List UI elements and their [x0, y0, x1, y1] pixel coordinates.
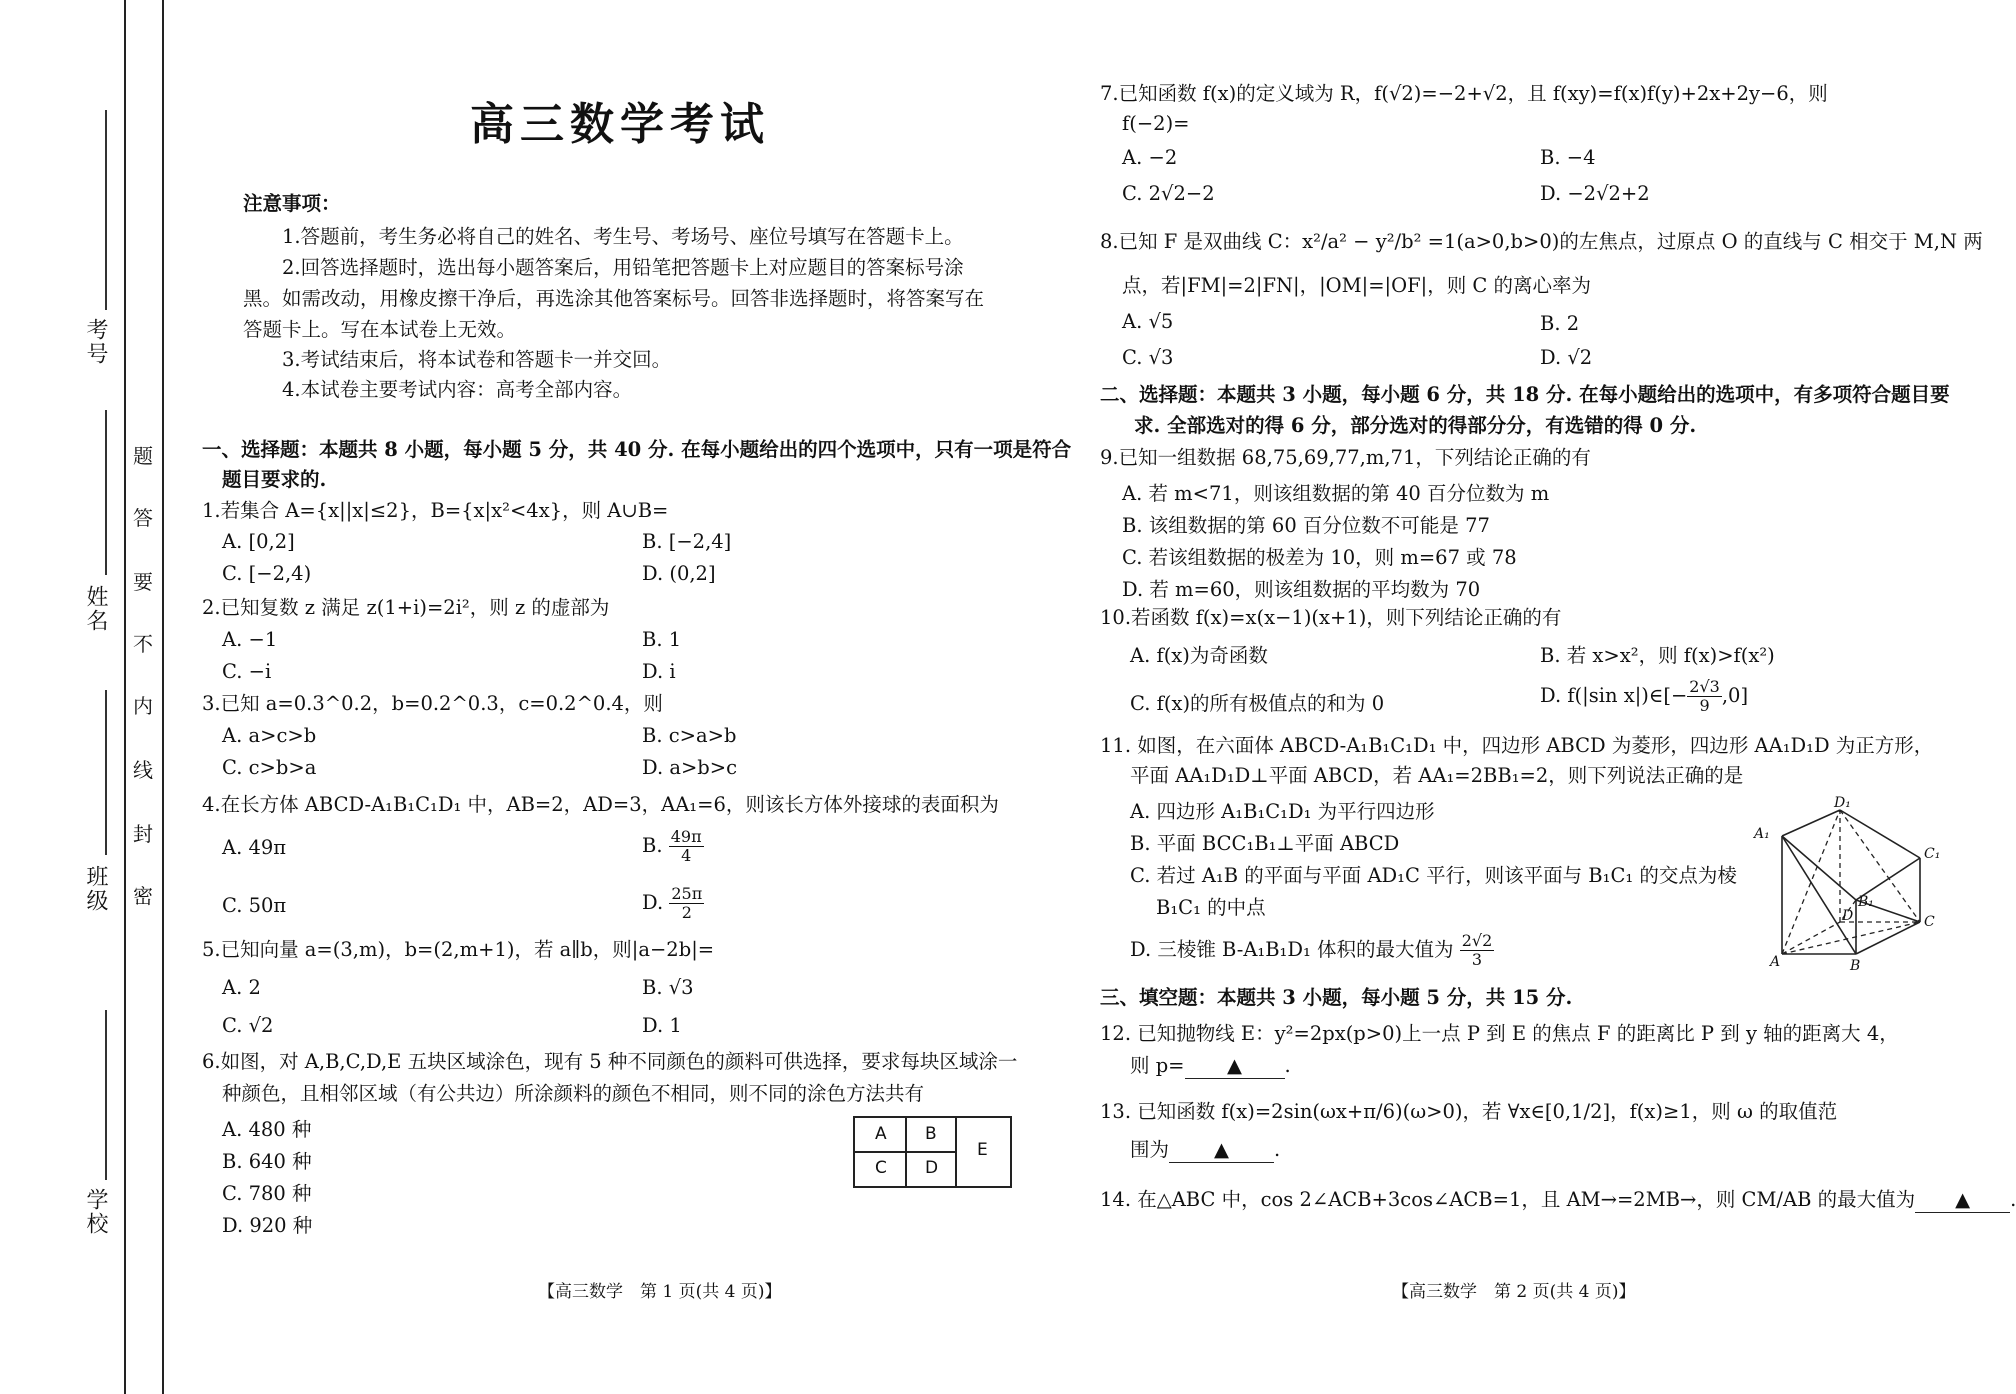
notice-line: 答题卡上。写在本试卷上无效。: [243, 318, 517, 341]
q2-option-d: D. i: [642, 660, 676, 683]
notice-line: 1.答题前，考生务必将自己的姓名、考生号、考场号、座位号填写在答题卡上。: [282, 225, 964, 248]
edge-A1-B1: [1782, 836, 1856, 900]
margin-line-inner: [162, 0, 164, 1394]
section2-heading-cont: 求. 全部选对的得 6 分，部分选对的得部分分，有选错的得 0 分.: [1134, 414, 1697, 437]
q11-option-a: A. 四边形 A₁B₁C₁D₁ 为平行四边形: [1130, 800, 1435, 823]
q9-option-b: B. 该组数据的第 60 百分位数不可能是 77: [1122, 514, 1490, 537]
edge-A-D: [1782, 922, 1840, 954]
school-line: [105, 1010, 107, 1180]
triangle-icon: ▲: [1214, 1138, 1230, 1161]
q9-stem: 9.已知一组数据 68,75,69,77,m,71，下列结论正确的有: [1100, 446, 1591, 469]
q11-option-d-prefix: D. 三棱锥 B-A₁B₁D₁ 体积的最大值为: [1130, 938, 1454, 961]
q10-option-d-prefix: D. f(|sin x|)∈[−: [1540, 684, 1688, 707]
edge-A-C: [1782, 922, 1920, 954]
section1-heading-cont: 题目要求的.: [222, 468, 327, 491]
q11-option-c: C. 若过 A₁B 的平面与平面 AD₁C 平行，则该平面与 B₁C₁ 的交点为棱: [1130, 864, 1737, 887]
page-title: 高三数学考试: [470, 99, 770, 150]
section2-heading: 二、选择题：本题共 3 小题，每小题 6 分，共 18 分. 在每小题给出的选项中，有多项符合题目要: [1100, 383, 1950, 406]
region-c-label: C: [875, 1158, 887, 1178]
vertex-label-a1: A₁: [1754, 826, 1770, 842]
q1-option-c: C. [−2,4): [222, 562, 312, 585]
page-2-footer: 【高三数学 第 2 页(共 4 页)】: [1392, 1282, 1636, 1302]
q6-option-b: B. 640 种: [222, 1150, 312, 1173]
q5-option-a: A. 2: [222, 976, 261, 999]
q4-stem: 4.在长方体 ABCD-A₁B₁C₁D₁ 中，AB=2，AD=3，AA₁=6，则该长方体外接球的表面积为: [202, 793, 999, 816]
section1-heading: 一、选择题：本题共 8 小题，每小题 5 分，共 40 分. 在每小题给出的四个选项中，只有一项是符合: [202, 438, 1072, 461]
q8-option-c: C. √3: [1122, 346, 1174, 369]
q6-region-figure: [853, 1116, 1012, 1188]
fraction-numerator: 2√2: [1461, 931, 1493, 950]
q10-option-b: B. 若 x>x²，则 f(x)>f(x²): [1540, 644, 1775, 667]
q11-stem-cont: 平面 AA₁D₁D⊥平面 ABCD，若 AA₁=2BB₁=2，则下列说法正确的是: [1130, 764, 1744, 787]
q2-stem: 2.已知复数 z 满足 z(1+i)=2i²，则 z 的虚部为: [202, 596, 610, 619]
q14-stem-text: 14. 在△ABC 中，cos 2∠ACB+3cos∠ACB=1，且 AM→=2MB→，则 CM/AB 的最大值为: [1100, 1188, 1916, 1211]
triangle-icon: ▲: [1227, 1054, 1243, 1077]
q12-stem: 12. 已知抛物线 E：y²=2px(p>0)上一点 P 到 E 的焦点 F 的距离比 P 到 y 轴的距离大 4，: [1100, 1022, 1899, 1045]
q11-option-c-cont: B₁C₁ 的中点: [1156, 896, 1266, 919]
q10-stem: 10.若函数 f(x)=x(x−1)(x+1)，则下列结论正确的有: [1100, 606, 1562, 629]
q13-stem-prefix: 围为: [1130, 1138, 1170, 1161]
notice-line: 3.考试结束后，将本试卷和答题卡一并交回。: [282, 348, 672, 371]
q7-stem-cont: f(−2)=: [1122, 112, 1190, 135]
region-b-label: B: [925, 1124, 937, 1144]
q4-option-c: C. 50π: [222, 894, 287, 917]
seal-char: 不: [133, 632, 153, 656]
q11-option-d-fraction: [1460, 932, 1495, 969]
fraction-numerator: 2√3: [1689, 677, 1720, 696]
grid-divider-h: [855, 1151, 955, 1153]
q10-option-c: C. f(x)的所有极值点的和为 0: [1130, 692, 1385, 715]
q6-option-a: A. 480 种: [222, 1118, 312, 1141]
region-d-label: D: [925, 1158, 939, 1178]
q3-stem: 3.已知 a=0.3^0.2，b=0.2^0.3，c=0.2^0.4，则: [202, 692, 663, 715]
triangle-icon: ▲: [1955, 1188, 1971, 1211]
seal-char: 密: [133, 884, 153, 908]
q7-option-a: A. −2: [1122, 146, 1178, 169]
q12-answer-blank[interactable]: [1185, 1054, 1285, 1079]
q4-option-d: [642, 885, 704, 922]
exam-no-label: 考号: [83, 318, 108, 366]
q6-stem: 6.如图，对 A,B,C,D,E 五块区域涂色，现有 5 种不同颜色的颜料可供选择，要求每块区域涂一: [202, 1050, 1018, 1073]
vertex-label-a: A: [1770, 954, 1781, 970]
vertex-label-c1: C₁: [1924, 846, 1941, 862]
fraction-denominator: 9: [1699, 696, 1710, 715]
q13-stem: 13. 已知函数 f(x)=2sin(ωx+π/6)(ω>0)，若 ∀x∈[0,1/2]，f(x)≥1，则 ω 的取值范: [1100, 1100, 1838, 1123]
region-e-label: E: [977, 1140, 988, 1160]
q7-option-c: C. 2√2−2: [1122, 182, 1215, 205]
q1-stem: 1.若集合 A={x||x|≤2}，B={x|x²<4x}，则 A∪B=: [202, 499, 669, 522]
q14-answer-blank[interactable]: [1915, 1188, 2010, 1213]
vertex-label-b1: B₁: [1858, 894, 1874, 910]
class-line: [105, 690, 107, 855]
vertex-label-c: C: [1924, 914, 1935, 930]
q9-option-d: D. 若 m=60，则该组数据的平均数为 70: [1122, 578, 1481, 601]
q4-option-d-prefix: D.: [642, 891, 664, 914]
seal-char: 答: [133, 506, 153, 530]
edge-A1-B: [1782, 836, 1856, 954]
edge-B-C: [1856, 922, 1920, 954]
seal-char: 题: [133, 444, 153, 468]
q7-stem: 7.已知函数 f(x)的定义域为 R，f(√2)=−2+√2，且 f(xy)=f(x)f(y)+2x+2y−6，则: [1100, 82, 1828, 105]
q10-option-d-fraction: [1687, 678, 1722, 715]
q13-answer-blank[interactable]: [1169, 1138, 1274, 1163]
q7-option-d: D. −2√2+2: [1540, 182, 1650, 205]
q3-option-c: C. c>b>a: [222, 756, 317, 779]
q7-option-b: B. −4: [1540, 146, 1596, 169]
q14-stem: 14. 在△ABC 中，cos 2∠ACB+3cos∠ACB=1，且 AM→=2MB→，则 CM/AB 的最大值为 ▲ .: [1100, 1188, 2016, 1211]
vertex-label-b: B: [1850, 958, 1861, 974]
q13-stem-cont: 围为 ▲ .: [1130, 1138, 1281, 1161]
q12-stem-prefix: 则 p=: [1130, 1054, 1185, 1077]
edge-A1-D1: [1782, 810, 1840, 836]
q4-option-d-fraction: [669, 885, 704, 922]
q5-option-c: C. √2: [222, 1014, 274, 1037]
fraction-denominator: 3: [1471, 950, 1483, 969]
fraction-numerator: 49π: [670, 827, 702, 846]
q8-option-b: B. 2: [1540, 312, 1580, 335]
q5-option-b: B. √3: [642, 976, 694, 999]
notice-heading: 注意事项：: [243, 192, 341, 215]
q12-stem-cont: 则 p= ▲ .: [1130, 1054, 1291, 1077]
q4-option-b-fraction: [669, 828, 704, 865]
q10-option-a: A. f(x)为奇函数: [1130, 644, 1268, 667]
class-label: 班级: [83, 865, 108, 913]
edge-D1-C1: [1840, 810, 1920, 858]
q8-option-d: D. √2: [1540, 346, 1593, 369]
page-1-footer: 【高三数学 第 1 页(共 4 页)】: [538, 1282, 782, 1302]
q2-option-b: B. 1: [642, 628, 682, 651]
fraction-numerator: 25π: [671, 884, 703, 903]
q3-option-d: D. a>b>c: [642, 756, 738, 779]
q2-option-a: A. −1: [222, 628, 278, 651]
q4-option-b-prefix: B.: [642, 834, 663, 857]
seal-char: 封: [133, 822, 153, 846]
seal-char: 内: [133, 694, 153, 718]
notice-line: 黑。如需改动，用橡皮擦干净后，再选涂其他答案标号。回答非选择题时，将答案写在: [243, 287, 985, 310]
fraction-denominator: 4: [681, 846, 692, 865]
section3-heading: 三、填空题：本题共 3 小题，每小题 5 分，共 15 分.: [1100, 986, 1573, 1009]
exam-no-line: [105, 110, 107, 310]
q9-option-c: C. 若该组数据的极差为 10，则 m=67 或 78: [1122, 546, 1517, 569]
q6-option-d: D. 920 种: [222, 1214, 313, 1237]
seal-char: 要: [133, 570, 153, 594]
notice-line: 4.本试卷主要考试内容：高考全部内容。: [282, 378, 633, 401]
q4-option-b: [642, 828, 704, 865]
q3-option-b: B. c>a>b: [642, 724, 737, 747]
q11-option-d: [1130, 932, 1494, 969]
q11-option-b: B. 平面 BCC₁B₁⊥平面 ABCD: [1130, 832, 1400, 855]
vertex-label-d: D: [1842, 908, 1854, 924]
q1-option-b: B. [−2,4]: [642, 530, 732, 553]
fraction-denominator: 2: [681, 903, 692, 922]
q4-option-a: A. 49π: [222, 836, 287, 859]
q5-option-d: D. 1: [642, 1014, 682, 1037]
vertex-label-d1: D₁: [1834, 795, 1851, 811]
q3-option-a: A. a>c>b: [222, 724, 317, 747]
margin-line-outer: [124, 0, 126, 1394]
q5-stem: 5.已知向量 a=(3,m)，b=(2,m+1)，若 a∥b，则|a−2b|=: [202, 938, 715, 961]
q10-option-d: [1540, 678, 1748, 715]
q9-option-a: A. 若 m<71，则该组数据的第 40 百分位数为 m: [1122, 482, 1550, 505]
name-line: [105, 410, 107, 575]
school-label: 学校: [83, 1188, 108, 1236]
name-label: 姓名: [83, 585, 108, 633]
region-a-label: A: [875, 1124, 887, 1144]
q2-option-c: C. −i: [222, 660, 272, 683]
q10-option-d-suffix: ,0]: [1721, 684, 1749, 707]
seal-char: 线: [133, 758, 153, 782]
q6-stem-cont: 种颜色，且相邻区域（有公共边）所涂颜料的颜色不相同，则不同的涂色方法共有: [222, 1082, 925, 1105]
q8-stem: 8.已知 F 是双曲线 C：x²/a² − y²/b² =1(a>0,b>0)的左焦点，过原点 O 的直线与 C 相交于 M,N 两: [1100, 230, 1983, 253]
q11-stem: 11. 如图，在六面体 ABCD-A₁B₁C₁D₁ 中，四边形 ABCD 为菱形，四边形 AA₁D₁D 为正方形，: [1100, 734, 1934, 757]
q8-stem-cont: 点，若|FM|=2|FN|，|OM|=|OF|，则 C 的离心率为: [1122, 274, 1592, 297]
q1-option-d: D. (0,2]: [642, 562, 716, 585]
q11-hexahedron-figure: [1740, 796, 1990, 976]
grid-divider-v2: [955, 1118, 957, 1186]
q6-option-c: C. 780 种: [222, 1182, 312, 1205]
q1-option-a: A. [0,2]: [222, 530, 295, 553]
q8-option-a: A. √5: [1122, 310, 1174, 333]
notice-line: 2.回答选择题时，选出每小题答案后，用铅笔把答题卡上对应题目的答案标号涂: [282, 256, 964, 279]
